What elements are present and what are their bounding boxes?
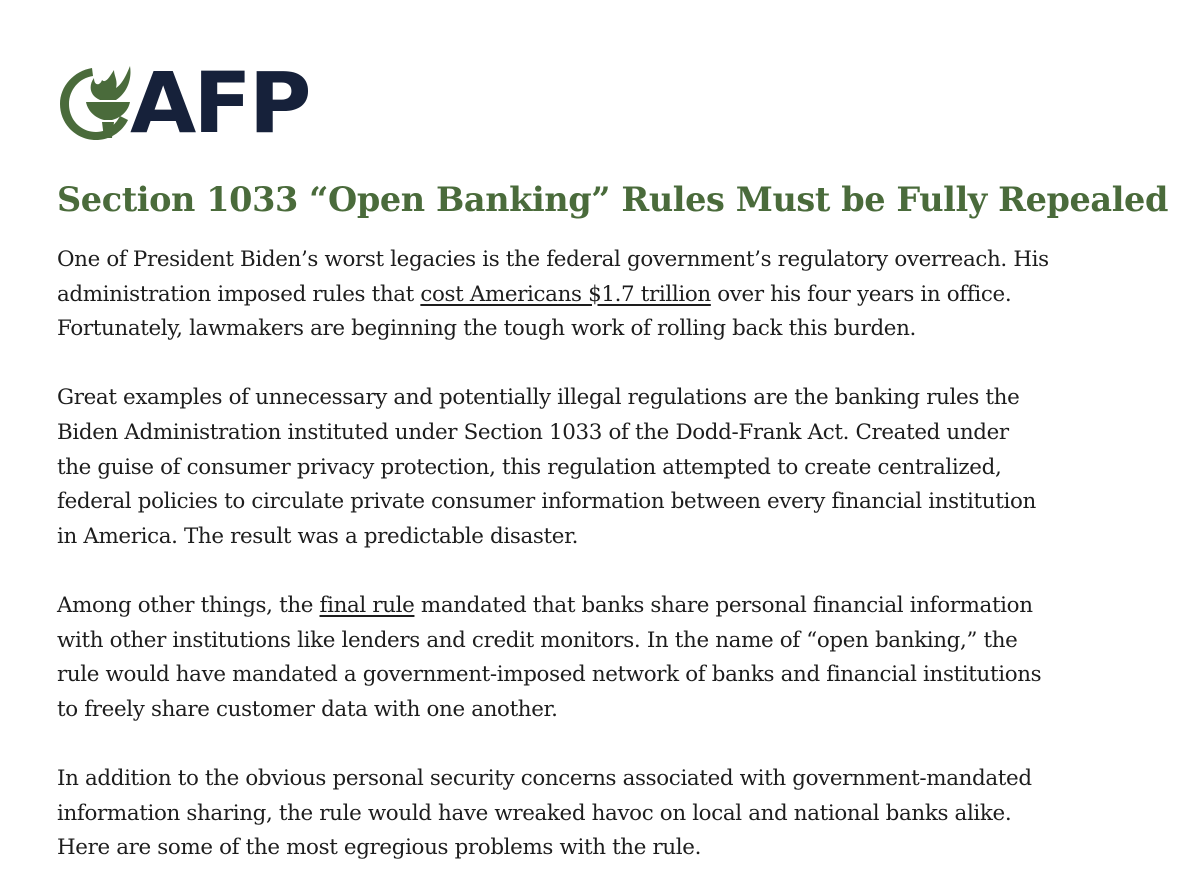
inline-link[interactable]: cost Americans $1.7 trillion <box>420 281 711 307</box>
inline-link[interactable]: final rule <box>319 592 415 618</box>
paragraph-line <box>57 416 1177 451</box>
text-run: rule would have mandated a government-imposed network of banks and financial institutions <box>57 662 1042 688</box>
text-run: in America. The result was a predictable disaster. <box>57 523 579 549</box>
paragraph-line <box>57 520 1177 555</box>
article-paragraph <box>57 243 1177 347</box>
paragraph-line <box>57 693 1177 728</box>
paragraph-line <box>57 243 1177 278</box>
text-run: In addition to the obvious personal security concerns associated with government-mandated <box>57 765 1032 791</box>
text-run: the guise of consumer privacy protection, this regulation attempted to create centralized, <box>57 454 1002 480</box>
paragraph-line <box>57 278 1177 313</box>
paragraph-line <box>57 312 1177 347</box>
paragraph-line <box>57 451 1177 486</box>
text-run: federal policies to circulate private consumer information between every financial institution <box>57 489 1036 515</box>
text-run: One of President Biden’s worst legacies is the federal government’s regulatory overreach. His <box>57 247 1049 272</box>
text-run: mandated that banks share personal financial information <box>414 592 1033 618</box>
text-run: with other institutions like lenders and credit monitors. In the name of “open banking,” the <box>57 627 1018 653</box>
paragraph-line <box>57 381 1177 416</box>
article-title: Section 1033 “Open Banking” Rules Must be Fully Repealed <box>57 180 1168 219</box>
paragraph-line <box>57 589 1177 624</box>
article-paragraph <box>57 381 1177 554</box>
article-paragraph <box>57 589 1177 727</box>
text-run: Among other things, the <box>57 592 320 618</box>
paragraph-line <box>57 762 1177 797</box>
text-run: Biden Administration instituted under Section 1033 of the Dodd-Frank Act. Created under <box>57 419 1009 445</box>
afp-logo[interactable] <box>56 54 309 152</box>
paragraph-line <box>57 624 1177 659</box>
article-paragraph <box>57 762 1177 866</box>
text-run: administration imposed rules that <box>57 281 421 307</box>
text-run: to freely share customer data with one another. <box>57 696 558 722</box>
text-run: Fortunately, lawmakers are beginning the tough work of rolling back this burden. <box>57 316 916 342</box>
paragraph-line <box>57 485 1177 520</box>
text-run: over his four years in office. <box>710 281 1012 307</box>
text-run: Here are some of the most egregious problems with the rule. <box>57 835 702 861</box>
paragraph-line <box>57 797 1177 832</box>
logo-wordmark: AFP <box>130 54 309 152</box>
paragraph-line <box>57 658 1177 693</box>
text-run: information sharing, the rule would have wreaked havoc on local and national banks alike. <box>57 800 1012 826</box>
paragraph-line <box>57 831 1177 866</box>
article-body <box>57 243 1177 866</box>
torch-logo-icon <box>56 62 134 144</box>
text-run: Great examples of unnecessary and potentially illegal regulations are the banking rules the <box>57 385 1020 411</box>
